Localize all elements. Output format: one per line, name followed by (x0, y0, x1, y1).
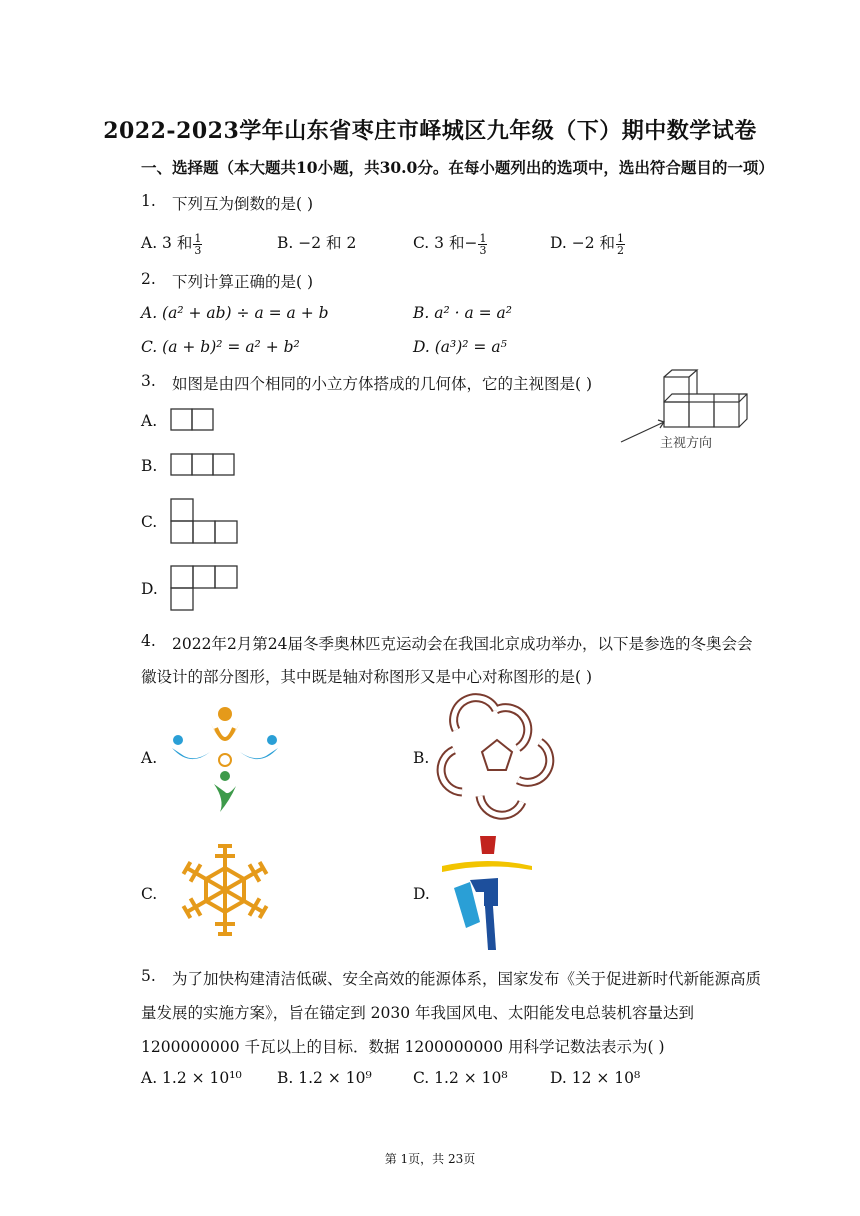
q1-option-a-text: A. 3 和 (141, 234, 193, 252)
q1-option-c[interactable] (413, 231, 487, 256)
q1-option-a[interactable] (141, 231, 202, 256)
q1-option-c-fraction (478, 233, 487, 256)
q4-option-c-emblem (170, 835, 280, 945)
q4-stem-line2: 徽设计的部分图形，其中既是轴对称图形又是中心对称图形的是( ) (141, 668, 593, 686)
q1-option-b[interactable]: B. −2 和 2 (277, 234, 357, 252)
q1-option-a-numerator: 1 (194, 231, 202, 245)
q4-option-c[interactable]: C. (141, 885, 158, 903)
q1-option-d-numerator: 1 (617, 231, 625, 245)
q3-option-b[interactable]: B. (141, 457, 158, 475)
page-title: 2022-2023学年山东省枣庄市峄城区九年级（下）期中数学试卷 (103, 118, 757, 144)
q5-stem-line2: 量发展的实施方案》，旨在锚定到 2030 年我国风电、太阳能发电总装机容量达到 (141, 1004, 695, 1022)
q3-stem: 如图是由四个相同的小立方体搭成的几何体，它的主视图是( ) (172, 375, 593, 393)
q2-stem: 下列计算正确的是( ) (172, 273, 314, 291)
page-footer: 第 1页，共 23页 (384, 1152, 476, 1166)
q1-option-c-text: C. 3 和− (413, 234, 478, 252)
q4-stem-line1: 2022年2月第24届冬季奥林匹克运动会在我国北京成功举办，以下是参选的冬奥会会 (172, 635, 753, 653)
q4-option-a[interactable]: A. (141, 749, 158, 767)
q5-option-b[interactable]: B. 1.2 × 10⁹ (277, 1069, 372, 1087)
q3-option-b-view (170, 453, 238, 477)
q1-option-d-text: D. −2 和 (550, 234, 616, 252)
q2-option-d[interactable]: D. (a³)² = a⁵ (413, 338, 507, 356)
q5-number: 5. (141, 967, 156, 985)
q3-option-a[interactable]: A. (141, 412, 158, 430)
q5-stem-line3: 1200000000 千瓦以上的目标．数据 1200000000 用科学记数法表示为( ) (141, 1038, 665, 1056)
q5-option-a[interactable]: A. 1.2 × 10¹⁰ (141, 1069, 242, 1087)
q1-option-c-denominator: 3 (479, 243, 487, 257)
q4-option-d-emblem (440, 832, 540, 954)
q4-option-a-emblem (170, 700, 285, 815)
q3-number: 3. (141, 372, 156, 390)
q1-stem: 下列互为倒数的是( ) (172, 195, 314, 213)
q4-option-b-emblem (440, 700, 555, 815)
q2-option-c[interactable]: C. (a + b)² = a² + b² (141, 338, 300, 356)
q3-option-c[interactable]: C. (141, 513, 158, 531)
q1-option-a-denominator: 3 (194, 243, 202, 257)
q3-option-c-view (170, 498, 240, 546)
q1-option-c-numerator: 1 (479, 231, 487, 245)
q4-number: 4. (141, 632, 156, 650)
q1-option-d[interactable] (550, 231, 625, 256)
section-heading: 一、选择题（本大题共10小题，共30.0分。在每小题列出的选项中，选出符合题目的一项） (141, 158, 774, 177)
q1-option-d-denominator: 2 (617, 243, 625, 257)
q5-option-c[interactable]: C. 1.2 × 10⁸ (413, 1069, 508, 1087)
q5-stem-line1: 为了加快构建清洁低碳、安全高效的能源体系，国家发布《关于促进新时代新能源高质 (172, 970, 762, 988)
q1-option-a-fraction (193, 233, 202, 256)
q2-number: 2. (141, 270, 156, 288)
q5-option-d[interactable]: D. 12 × 10⁸ (550, 1069, 641, 1087)
q4-option-b[interactable]: B. (413, 749, 430, 767)
q1-number: 1. (141, 192, 156, 210)
q3-option-d[interactable]: D. (141, 580, 158, 598)
q2-option-a[interactable]: A. (a² + ab) ÷ a = a + b (141, 304, 329, 322)
q4-option-d[interactable]: D. (413, 885, 430, 903)
q3-option-d-view (170, 565, 240, 613)
q3-option-a-view (170, 408, 216, 432)
q1-option-d-fraction (616, 233, 625, 256)
q2-option-b[interactable]: B. a² · a = a² (413, 304, 513, 322)
q3-figure-label: 主视方向 (660, 436, 713, 451)
